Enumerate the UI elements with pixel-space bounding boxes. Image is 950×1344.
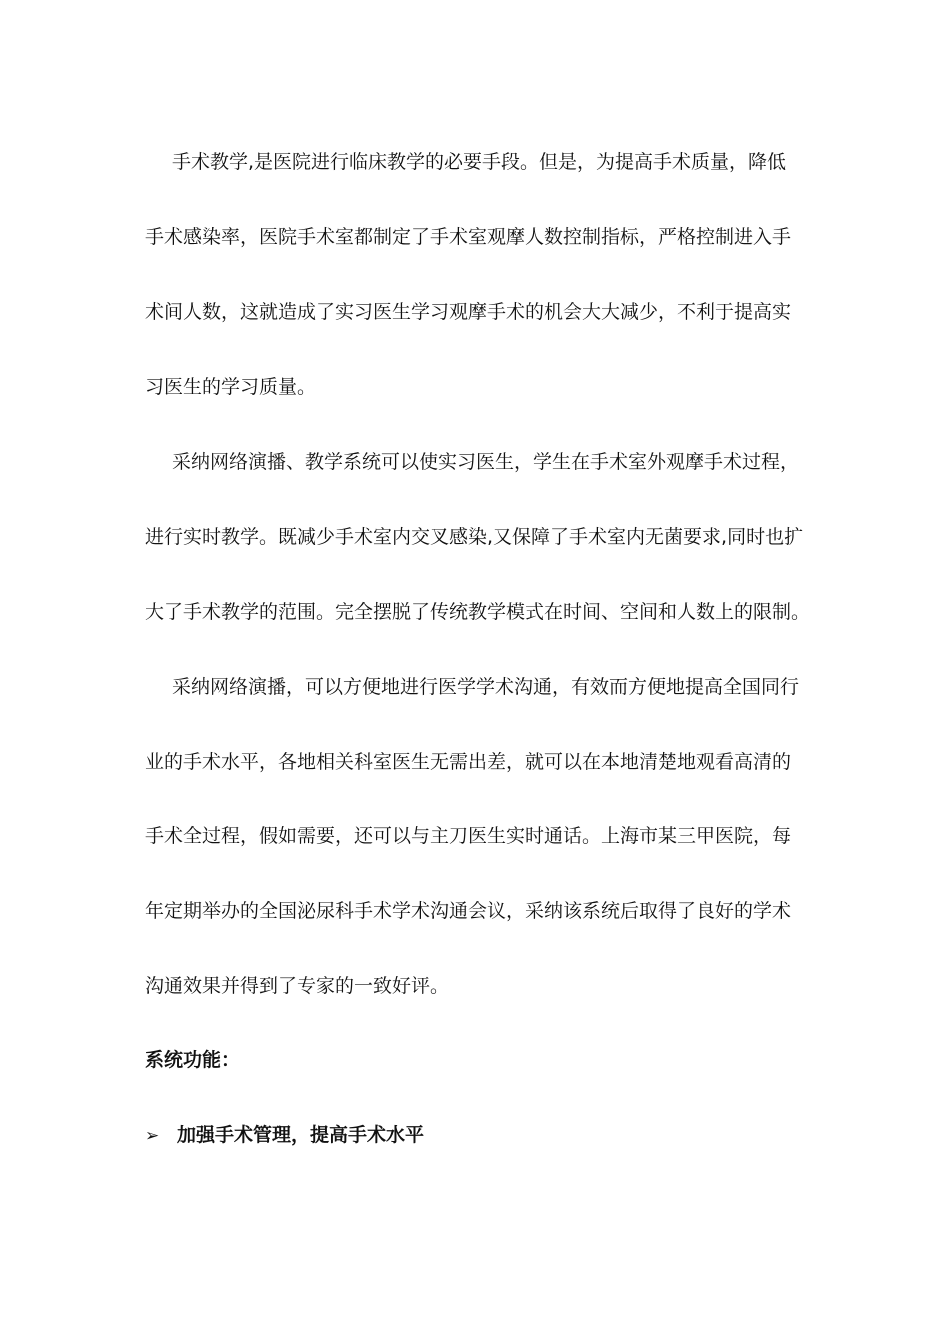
- paragraph-1-line-4: 习医生的学习质量。: [145, 376, 317, 398]
- paragraph-3-line-2: 业的手术水平，各地相关科室医生无需出差，就可以在本地清楚地观看高清的: [145, 751, 792, 773]
- arrow-bullet-icon: ➢: [145, 1126, 160, 1146]
- section-heading: 系统功能：: [145, 1049, 241, 1071]
- paragraph-1-line-2: 手术感染率，医院手术室都制定了手术室观摩人数控制指标，严格控制进入手: [145, 226, 792, 248]
- paragraph-3-line-4: 年定期举办的全国泌尿科手术学术沟通会议，采纳该系统后取得了良好的学术: [145, 900, 792, 922]
- paragraph-3-line-3: 手术全过程，假如需要，还可以与主刀医生实时通话。上海市某三甲医院，每: [145, 825, 792, 847]
- paragraph-3-line-5: 沟通效果并得到了专家的一致好评。: [145, 975, 450, 997]
- paragraph-2-line-3: 大了手术教学的范围。完全摆脱了传统教学模式在时间、空间和人数上的限制。: [145, 601, 811, 623]
- paragraph-2-line-1: 采纳网络演播、教学系统可以使实习医生，学生在手术室外观摩手术过程，: [172, 451, 800, 473]
- bullet-item-text: 加强手术管理，提高手术水平: [177, 1124, 425, 1146]
- paragraph-3-line-1: 采纳网络演播，可以方便地进行医学学术沟通，有效而方便地提高全国同行: [172, 676, 800, 698]
- paragraph-2-line-2: 进行实时教学。既减少手术室内交叉感染,又保障了手术室内无菌要求,同时也扩: [145, 526, 804, 548]
- paragraph-1-line-1: 手术教学,是医院进行临床教学的必要手段。但是，为提高手术质量，降低: [172, 151, 787, 173]
- paragraph-1-line-3: 术间人数，这就造成了实习医生学习观摩手术的机会大大减少，不利于提高实: [145, 301, 792, 323]
